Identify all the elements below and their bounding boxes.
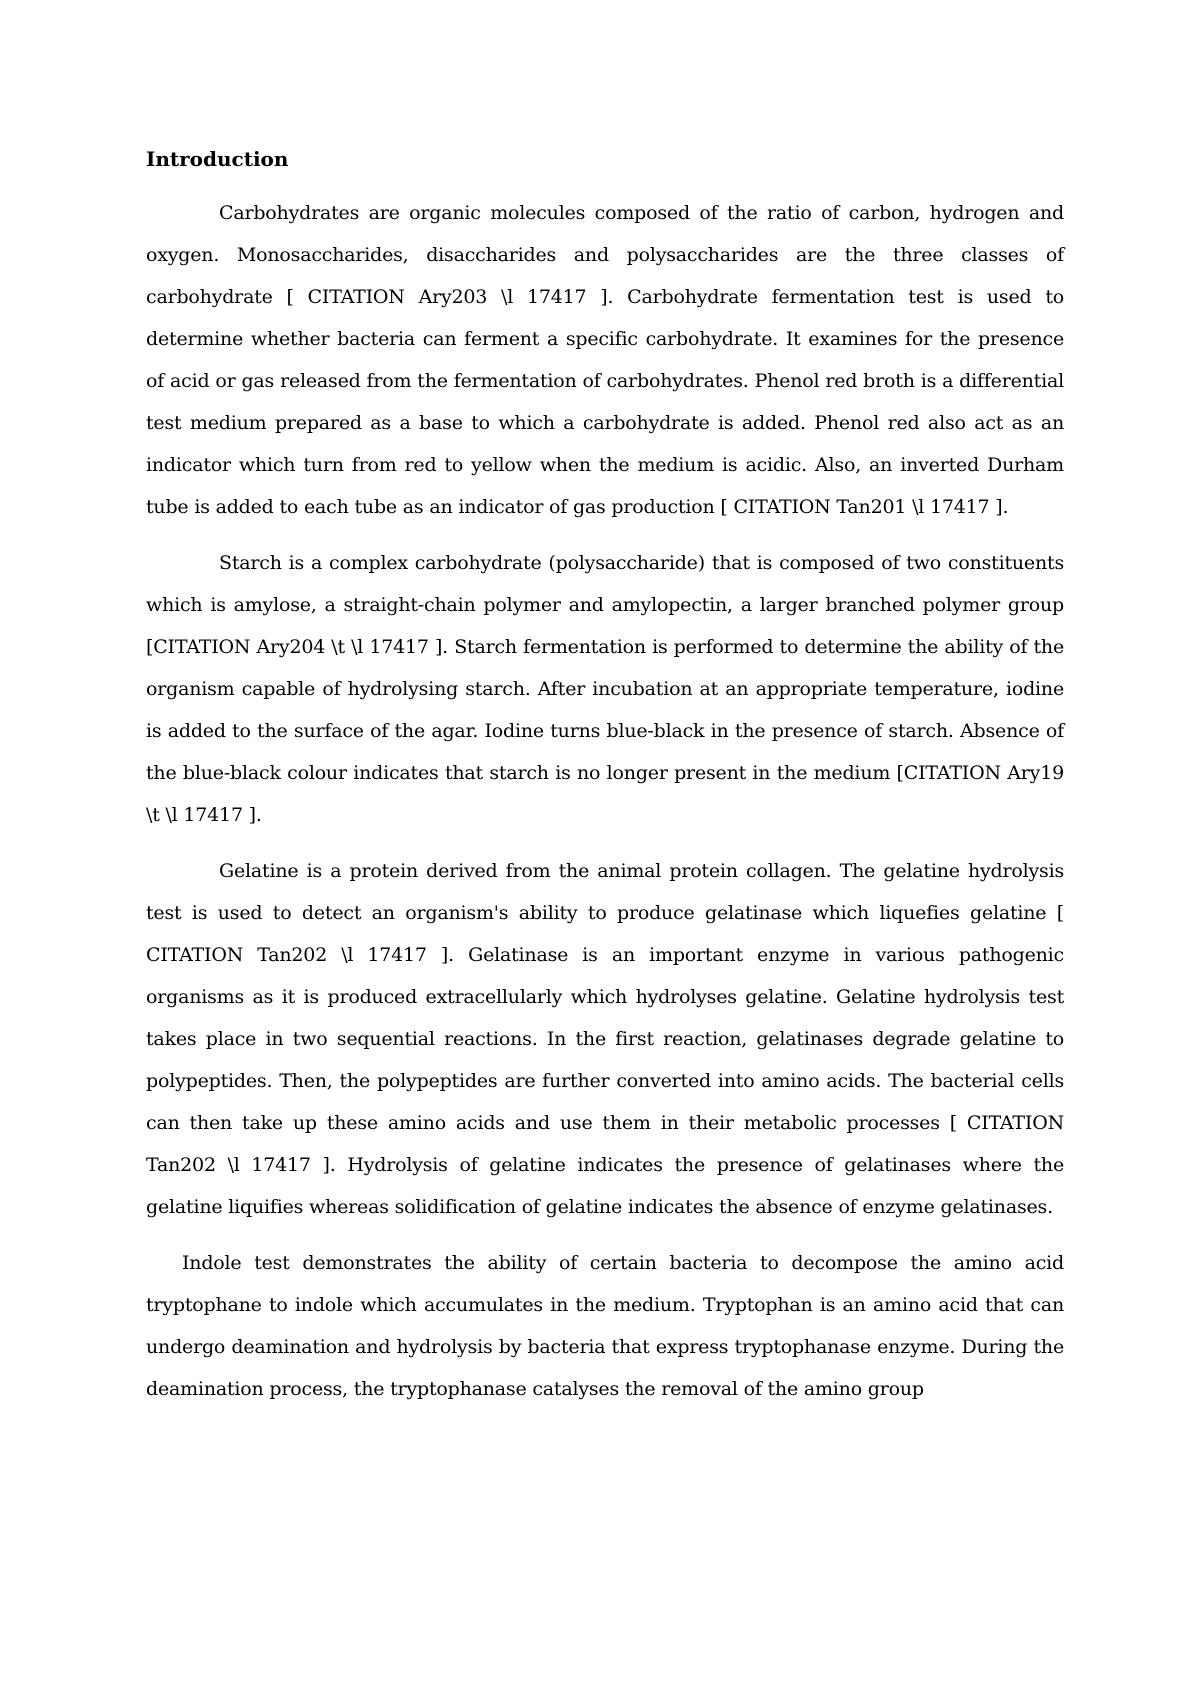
section-heading: Introduction bbox=[146, 147, 289, 171]
paragraph-starch: Starch is a complex carbohydrate (polysaccharide) that is composed of two constituents which is amylose, a straight-chain polymer and amylopectin, a larger branched polymer group [CITATION Ary204 \t \l 17417 ]. Starch fermentation is performed to determine the ability of the organism capable of hydrolysing starch. After incubation at an appropriate temperature, iodine is added to the surface of the agar. Iodine turns blue-black in the presence of starch. Absence of the blue-black colour indicates that starch is no longer present in the medium [CITATION Ary19 \t \l 17417 ]. bbox=[146, 552, 1064, 826]
document-body bbox=[146, 144, 1064, 1424]
paragraph-gelatine: Gelatine is a protein derived from the animal protein collagen. The gelatine hydrolysis test is used to detect an organism's ability to produce gelatinase which liquefies gelatine [ CITATION Tan202 \l 17417 ]. Gelatinase is an important enzyme in various pathogenic organisms as it is produced extracellularly which hydrolyses gelatine. Gelatine hydrolysis test takes place in two sequential reactions. In the first reaction, gelatinases degrade gelatine to polypeptides. Then, the polypeptides are further converted into amino acids. The bacterial cells can then take up these amino acids and use them in their metabolic processes [ CITATION Tan202 \l 17417 ]. Hydrolysis of gelatine indicates the presence of gelatinases where the gelatine liquifies whereas solidification of gelatine indicates the absence of enzyme gelatinases. bbox=[146, 860, 1064, 1218]
paragraph-carbohydrates: Carbohydrates are organic molecules composed of the ratio of carbon, hydrogen and oxygen. Monosaccharides, disaccharides and polysaccharides are the three classes of carbohydrate [ CITATION Ary203 \l 17417 ]. Carbohydrate fermentation test is used to determine whether bacteria can ferment a specific carbohydrate. It examines for the presence of acid or gas released from the fermentation of carbohydrates. Phenol red broth is a differential test medium prepared as a base to which a carbohydrate is added. Phenol red also act as an indicator which turn from red to yellow when the medium is acidic. Also, an inverted Durham tube is added to each tube as an indicator of gas production [ CITATION Tan201 \l 17417 ]. bbox=[146, 202, 1064, 518]
paragraph-indole: Indole test demonstrates the ability of certain bacteria to decompose the amino acid tryptophane to indole which accumulates in the medium. Tryptophan is an amino acid that can undergo deamination and hydrolysis by bacteria that express tryptophanase enzyme. During the deamination process, the tryptophanase catalyses the removal of the amino group bbox=[146, 1252, 1064, 1400]
